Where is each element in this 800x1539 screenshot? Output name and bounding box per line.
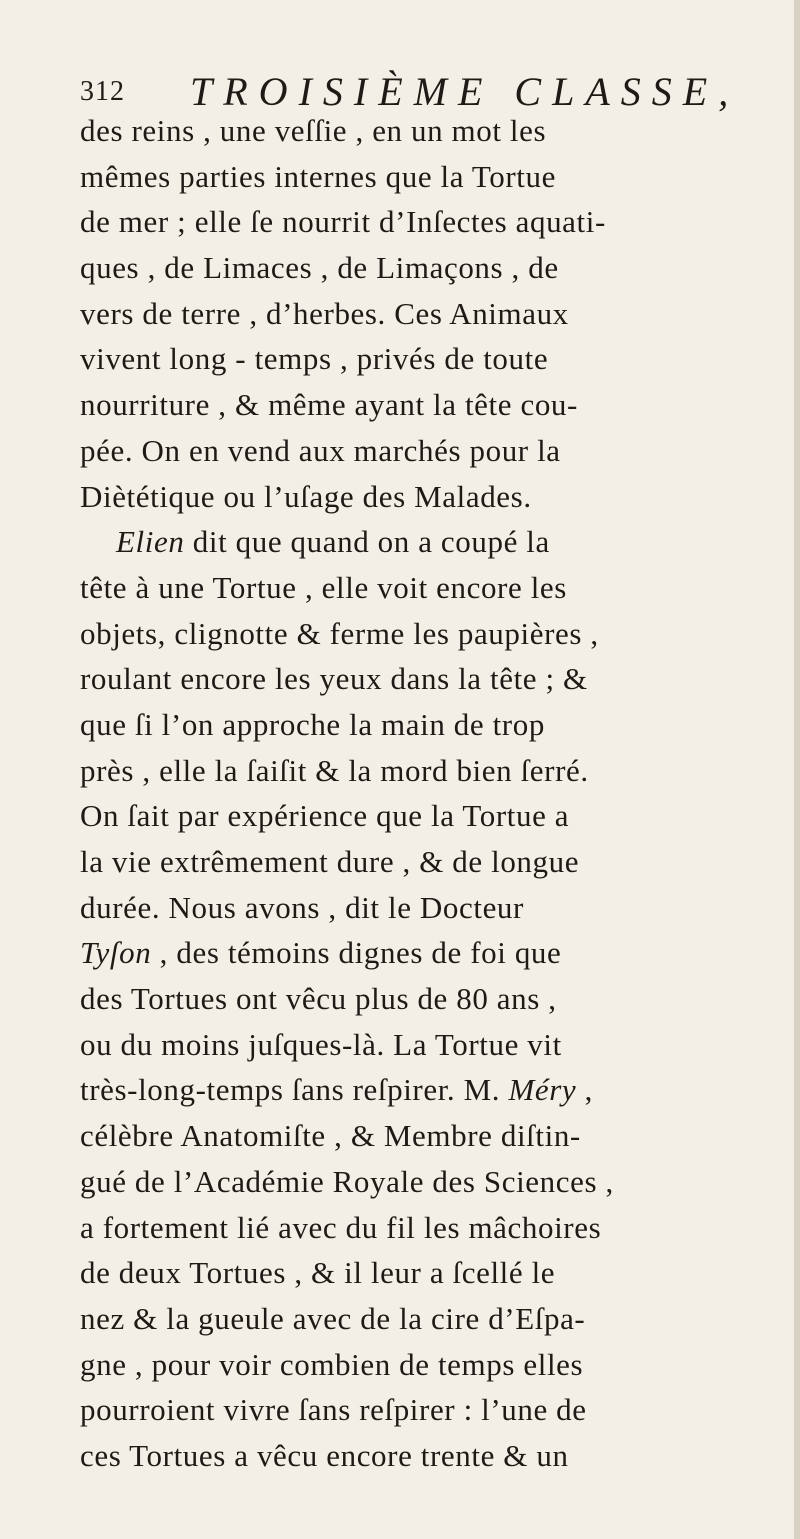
text-line [80, 1342, 720, 1388]
text-span: nourriture , & même ayant la tête cou- [80, 387, 578, 423]
text-line [80, 1205, 720, 1251]
text-line [80, 154, 720, 200]
text-span: des reins , une veſſie , en un mot les [80, 113, 547, 148]
text-span: près , elle la ſaiſit & la mord bien ſerré. [80, 752, 589, 788]
text-line [80, 976, 720, 1022]
text-line [80, 245, 720, 291]
text-line [80, 291, 720, 337]
text-span: , des témoins dignes de foi que [151, 935, 562, 971]
running-title: TROISIÈME CLASSE, [190, 69, 740, 114]
text-line [80, 382, 720, 428]
text-span: nez & la gueule avec de la cire d’Eſpa- [80, 1300, 586, 1336]
text-span: très-long-temps ſans reſpirer. M. [80, 1072, 509, 1108]
text-line [80, 1159, 720, 1205]
text-line [80, 1067, 720, 1113]
text-line [80, 565, 720, 611]
text-span: pourroient vivre ſans reſpirer : l’une de [80, 1392, 587, 1428]
text-span: Diètétique ou l’uſage des Malades. [80, 478, 532, 514]
text-line [80, 1250, 720, 1296]
page-header [80, 68, 740, 114]
text-span: vers de terre , d’herbes. Ces Animaux [80, 295, 569, 331]
text-line [80, 199, 720, 245]
text-line [80, 336, 720, 382]
text-line [80, 656, 720, 702]
text-span: ques , de Limaces , de Limaçons , de [80, 250, 559, 286]
text-span: tête à une Tortue , elle voit encore les [80, 569, 567, 605]
text-line [80, 108, 720, 154]
text-span: On ſait par expérience que la Tortue a [80, 798, 570, 834]
text-line [80, 793, 720, 839]
text-span: gne , pour voir combien de temps elles [80, 1346, 584, 1382]
text-line [80, 1113, 720, 1159]
text-line [80, 839, 720, 885]
italic-name: Elien [116, 524, 185, 560]
text-span: célèbre Anatomiſte , & Membre diſtin- [80, 1118, 581, 1154]
text-line [80, 474, 720, 520]
text-line [80, 1433, 720, 1479]
text-span: vivent long - temps , privés de toute [80, 341, 549, 377]
text-span: , [576, 1072, 593, 1108]
text-span: la vie extrêmement dure , & de longue [80, 844, 580, 879]
text-span: objets, clignotte & ferme les paupières , [80, 615, 599, 651]
text-span: de mer ; elle ſe nourrit d’Inſectes aquati- [80, 204, 606, 240]
text-span: de deux Tortues , & il leur a ſcellé le [80, 1255, 556, 1291]
text-span: roulant encore les yeux dans la tête ; & [80, 661, 588, 697]
text-line [80, 611, 720, 657]
text-line [80, 748, 720, 794]
text-line [80, 1022, 720, 1068]
italic-name: Tyſon [80, 935, 152, 971]
text-line [80, 1296, 720, 1342]
page-edge [794, 0, 800, 1539]
text-line [80, 519, 720, 565]
text-span: mêmes parties internes que la Tortue [80, 158, 556, 194]
text-span: gué de l’Académie Royale des Sciences , [80, 1163, 614, 1199]
italic-name: Méry [508, 1072, 577, 1108]
text-line [80, 702, 720, 748]
text-span: pée. On en vend aux marchés pour la [80, 432, 561, 468]
text-line [80, 930, 720, 976]
text-line [80, 428, 720, 474]
text-line [80, 885, 720, 931]
text-span: des Tortues ont vêcu plus de 80 ans , [80, 981, 557, 1017]
body-text [80, 108, 720, 1479]
text-span: durée. Nous avons , dit le Docteur [80, 889, 524, 925]
text-line [80, 1387, 720, 1433]
text-span: que ſi l’on approche la main de trop [80, 706, 545, 742]
text-span: a fortement lié avec du fil les mâchoires [80, 1209, 602, 1245]
page-number: 312 [80, 76, 125, 107]
text-span: ces Tortues a vêcu encore trente & un [80, 1437, 569, 1473]
text-span: dit que quand on a coupé la [184, 524, 550, 560]
text-span: ou du moins juſques-là. La Tortue vit [80, 1026, 562, 1062]
